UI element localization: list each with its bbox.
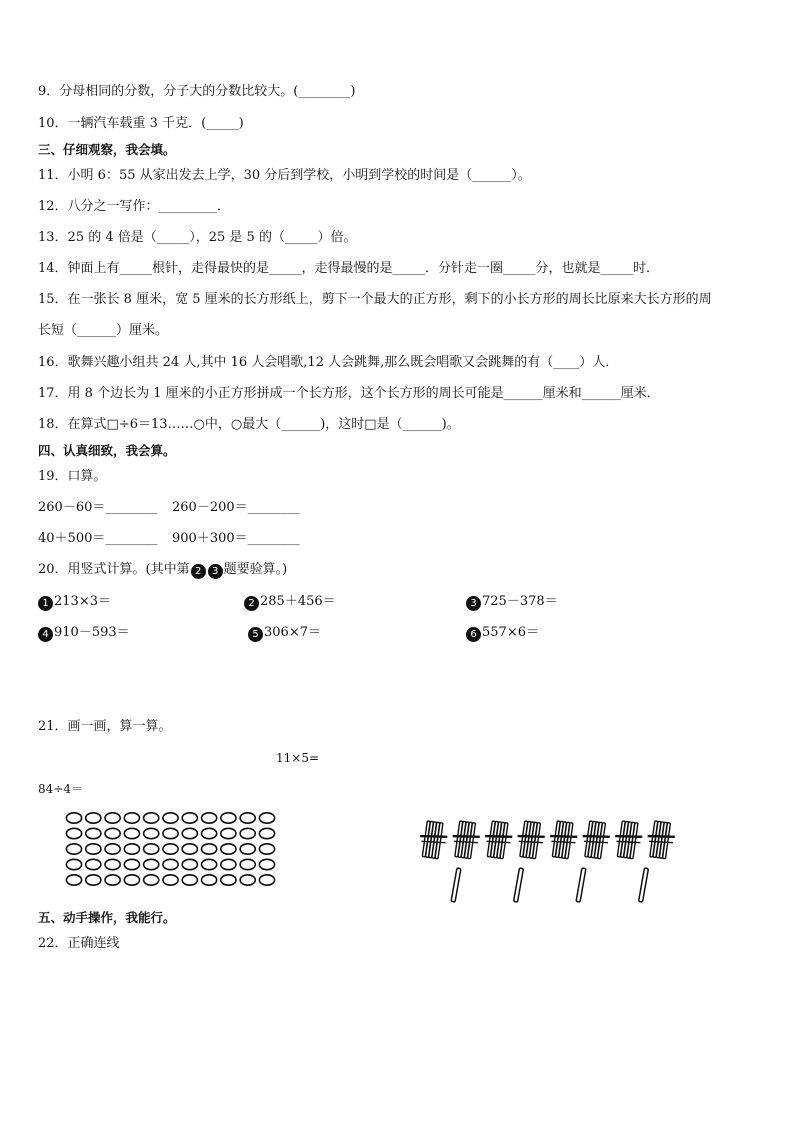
vertical-calc-4: [38, 624, 130, 642]
question-13: 13．25 的 4 倍是（_____），25 是 5 的（_____）倍。: [38, 230, 357, 245]
stick-bundle: [580, 820, 612, 859]
oval-shape: [202, 844, 217, 854]
oval-shape: [66, 844, 81, 854]
single-stick: [639, 868, 649, 902]
oval-shape: [124, 813, 139, 823]
calc-expression: 213×3＝: [54, 594, 111, 609]
oval-shape: [221, 844, 236, 854]
single-stick: [514, 868, 524, 902]
oval-shape: [163, 859, 178, 869]
circled-number: 3: [466, 596, 481, 611]
circled-number: 5: [248, 627, 263, 642]
question-18: 18．在算式□÷6＝13……○中，○最大（______)，这时□是（______)。: [38, 417, 460, 432]
oval-shape: [66, 813, 81, 823]
circled-number-2: 2: [191, 564, 206, 579]
oval-shape: [66, 859, 81, 869]
oval-shape: [86, 844, 101, 854]
q20-prefix: 20．用竖式计算。(其中第: [38, 562, 190, 577]
oval-shape: [182, 844, 197, 854]
oval-shape: [105, 828, 120, 838]
oval-shape: [86, 859, 101, 869]
oval-shape: [202, 813, 217, 823]
calc-expression: 910－593＝: [54, 625, 130, 640]
oval-shape: [144, 875, 159, 885]
oval-shape: [86, 828, 101, 838]
oval-shape: [259, 844, 274, 854]
oval-shape: [202, 875, 217, 885]
question-12: 12．八分之一写作：_________．: [38, 199, 231, 214]
oval-shape: [86, 875, 101, 885]
circled-number-3: 3: [208, 564, 223, 579]
oval-shape: [163, 844, 178, 854]
stick-bundle: [547, 820, 579, 859]
circled-number: 6: [466, 627, 481, 642]
single-stick: [576, 868, 586, 902]
oval-shape: [124, 859, 139, 869]
circled-number: 4: [38, 627, 53, 642]
counting-sticks-figure: [412, 816, 684, 906]
oval-shape: [221, 828, 236, 838]
oval-shape: [221, 875, 236, 885]
oval-shape: [163, 875, 178, 885]
question-10: 10．一辆汽车载重 3 千克．(_____): [38, 116, 244, 131]
oval-shape: [240, 828, 255, 838]
stick-bundle: [515, 820, 547, 859]
oval-shape: [124, 844, 139, 854]
oval-shape: [202, 828, 217, 838]
oval-shape: [124, 875, 139, 885]
question-21: 21．画一画，算一算。: [38, 719, 172, 734]
oval-shape: [259, 828, 274, 838]
question-16: 16．歌舞兴趣小组共 24 人,其中 16 人会唱歌,12 人会跳舞,那么既会唱歌又会跳舞的有（____）人．: [38, 355, 619, 370]
question-11: 11．小明 6：55 从家出发去上学，30 分后到学校，小明到学校的时间是（______）。: [38, 168, 531, 183]
vertical-calc-3: [466, 593, 558, 611]
question-20: [38, 561, 287, 579]
question-14: 14．钟面上有_____根针，走得最快的是_____，走得最慢的是_____．分针走一圈_____分，也就是_____时．: [38, 261, 660, 276]
oval-shape: [240, 844, 255, 854]
oval-shape: [144, 813, 159, 823]
oral-calc-2: 260－200＝________: [172, 500, 300, 515]
question-9: 9．分母相同的分数，分子大的分数比较大。(________): [38, 84, 356, 99]
q20-suffix: 题要验算。): [223, 562, 288, 577]
section-3-heading: 三、仔细观察，我会填。: [38, 142, 176, 157]
oval-shape: [163, 828, 178, 838]
oval-shape: [259, 875, 274, 885]
oval-shape: [182, 859, 197, 869]
oval-shape: [221, 813, 236, 823]
section-4-heading: 四、认真细致，我会算。: [38, 443, 176, 458]
question-19: 19．口算。: [38, 469, 107, 484]
draw-expression-1: 11×5=: [276, 751, 320, 765]
oral-calc-4: 900＋300＝________: [172, 531, 300, 546]
vertical-calc-5: [248, 624, 321, 642]
stick-bundle: [482, 820, 514, 859]
stick-bundle: [417, 820, 449, 859]
question-22: 22．正确连线: [38, 936, 120, 951]
oval-shape: [66, 828, 81, 838]
oval-shape: [240, 859, 255, 869]
oval-shape: [105, 844, 120, 854]
oval-shape: [144, 859, 159, 869]
oval-shape: [202, 859, 217, 869]
oval-shape: [86, 813, 101, 823]
oval-shape: [182, 828, 197, 838]
stick-bundle: [450, 820, 482, 859]
oral-calc-3: 40＋500＝________: [38, 531, 158, 546]
question-15-line-1: 15．在一张长 8 厘米，宽 5 厘米的长方形纸上，剪下一个最大的正方形，剩下的小长方形的周长比原来大长方形的周: [38, 292, 712, 307]
oral-calc-1: 260－60＝________: [38, 500, 158, 515]
oval-shape: [163, 813, 178, 823]
question-15-line-2: 长短（______）厘米。: [38, 323, 169, 338]
vertical-calc-1: [38, 593, 111, 611]
oval-shape: [105, 813, 120, 823]
oval-shape: [124, 828, 139, 838]
oval-shape: [105, 859, 120, 869]
stick-bundle: [645, 820, 677, 859]
circled-number: 1: [38, 596, 53, 611]
oval-shape: [182, 813, 197, 823]
calc-expression: 285＋456＝: [260, 594, 336, 609]
oval-shape: [144, 844, 159, 854]
oval-shape: [182, 875, 197, 885]
oval-shape: [221, 859, 236, 869]
oval-grid-figure: [60, 808, 280, 898]
stick-bundle: [612, 820, 644, 859]
single-stick: [451, 868, 461, 902]
calc-expression: 306×7＝: [264, 625, 321, 640]
oval-shape: [259, 859, 274, 869]
vertical-calc-2: [244, 593, 336, 611]
oval-shape: [144, 828, 159, 838]
vertical-calc-6: [466, 624, 539, 642]
oval-shape: [105, 875, 120, 885]
oval-shape: [240, 875, 255, 885]
section-5-heading: 五、动手操作，我能行。: [38, 910, 176, 925]
oval-shape: [259, 813, 274, 823]
oval-shape: [66, 875, 81, 885]
question-17: 17．用 8 个边长为 1 厘米的小正方形拼成一个长方形，这个长方形的周长可能是______厘米和______厘米．: [38, 386, 660, 401]
draw-expression-2: 84÷4＝: [38, 782, 83, 796]
calc-expression: 557×6＝: [482, 625, 539, 640]
circled-number: 2: [244, 596, 259, 611]
oval-shape: [240, 813, 255, 823]
calc-expression: 725－378＝: [482, 594, 558, 609]
